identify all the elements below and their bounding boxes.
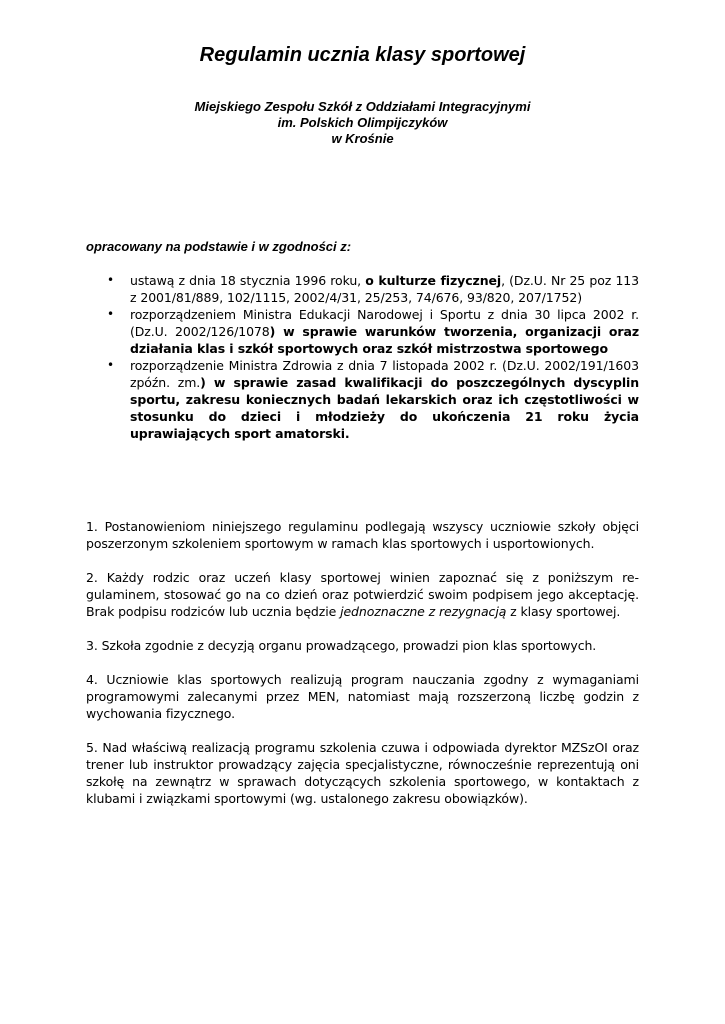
regulation-paragraph-2 — [86, 569, 639, 620]
school-name-line-2: im. Polskich Olimpijczyków — [277, 115, 448, 130]
regulation-paragraph-3 — [86, 637, 639, 654]
regulation-paragraph-1 — [86, 518, 639, 552]
paragraph-text: 4. Uczniowie klas sportowych realizują program nauczania zgodny z wymaganiami programowymi zalecanymi przez MEN, natomiast mają rozszerzoną liczbę godzin z wychowania fizycznego. — [86, 672, 639, 721]
school-name-block — [0, 99, 725, 147]
bullet-icon: • — [107, 358, 114, 372]
document-title: Regulamin ucznia klasy sportowej — [199, 44, 526, 66]
legal-basis-list — [86, 272, 639, 442]
basis-item-bold-text: ) w sprawie zasad kwalifikacji do poszczególnych dyscyplin sportu, zakresu koniecznych badań lekarskich oraz ich częstotliwości w stosunku do dzieci i młodzieży do ukończenia 21 roku życia uprawiających sport amatorski. — [130, 375, 639, 441]
legal-basis-item — [86, 306, 639, 357]
paragraph-text: 3. Szkoła zgodnie z decyzją organu prowadzącego, prowadzi pion klas sportowych. — [86, 638, 597, 653]
basis-item-text: , (Dz.U. Nr 25 poz 113 z 2001/81/889, 102/1115, 2002/4/31, 25/253, 74/676, 93/820, 207/1752) — [130, 273, 640, 305]
legal-basis-heading: opracowany na podstawie i w zgodności z: — [86, 239, 352, 254]
school-name-line-1: Miejskiego Zespołu Szkół z Oddziałami Integracyjnymi — [194, 99, 531, 114]
basis-item-text: ustawą z dnia 18 stycznia 1996 roku, — [130, 273, 366, 288]
paragraph-text: 5. Nad właściwą realizacją programu szkolenia czuwa i odpowiada dyrektor MZSzOI oraz trener lub instruktor prowadzący zajęcia specjalistyczne, równocześnie reprezentują oni szkołę na zewnątrz w sprawach dotyczących szkolenia sportowego, w kontaktach z klubami i związkami sportowymi (wg. ustalonego zakresu obowiązków). — [86, 740, 639, 806]
bullet-icon: • — [107, 307, 114, 321]
paragraph-text: 1. Postanowieniom niniejszego regulaminu podlegają wszyscy uczniowie szkoły objęci poszerzonym szkoleniem sportowym w ramach klas sportowych i usportowionych. — [86, 519, 639, 551]
basis-item-text: rozporządzeniem Ministra Edukacji Narodowej i Sportu z dnia 30 lipca 2002 r. (Dz.U. 2002/126/1078 — [130, 307, 639, 339]
regulation-paragraph-4 — [86, 671, 639, 722]
bullet-icon: • — [107, 273, 114, 287]
basis-item-bold-text: ) w sprawie warunków tworzenia, organizacji oraz działania klas i szkół sportowych oraz szkół mistrzostwa sportowego — [130, 324, 639, 356]
regulation-paragraphs — [86, 518, 639, 824]
school-name-line-3: w Krośnie — [331, 131, 394, 146]
basis-item-text: rozporządzenie Ministra Zdrowia z dnia 7 listopada 2002 r. (Dz.U. 2002/191/1603 zpóźn. zm. — [130, 358, 639, 390]
paragraph-text: z klasy sportowej. — [506, 604, 621, 619]
paragraph-italic-text: jednoznaczne z rezygnacją — [340, 604, 507, 619]
regulation-paragraph-5 — [86, 739, 639, 807]
paragraph-text: 2. Każdy rodzic oraz uczeń klasy sportowej winien zapoznać się z poniższym regulaminem, stosować go na co dzień oraz potwierdzić swoim podpisem jego akceptację. Brak podpisu rodziców lub ucznia będzie — [86, 570, 639, 619]
legal-basis-item — [86, 357, 639, 442]
basis-item-bold-text: o kulturze fizycznej — [365, 273, 502, 288]
legal-basis-item — [86, 272, 639, 306]
